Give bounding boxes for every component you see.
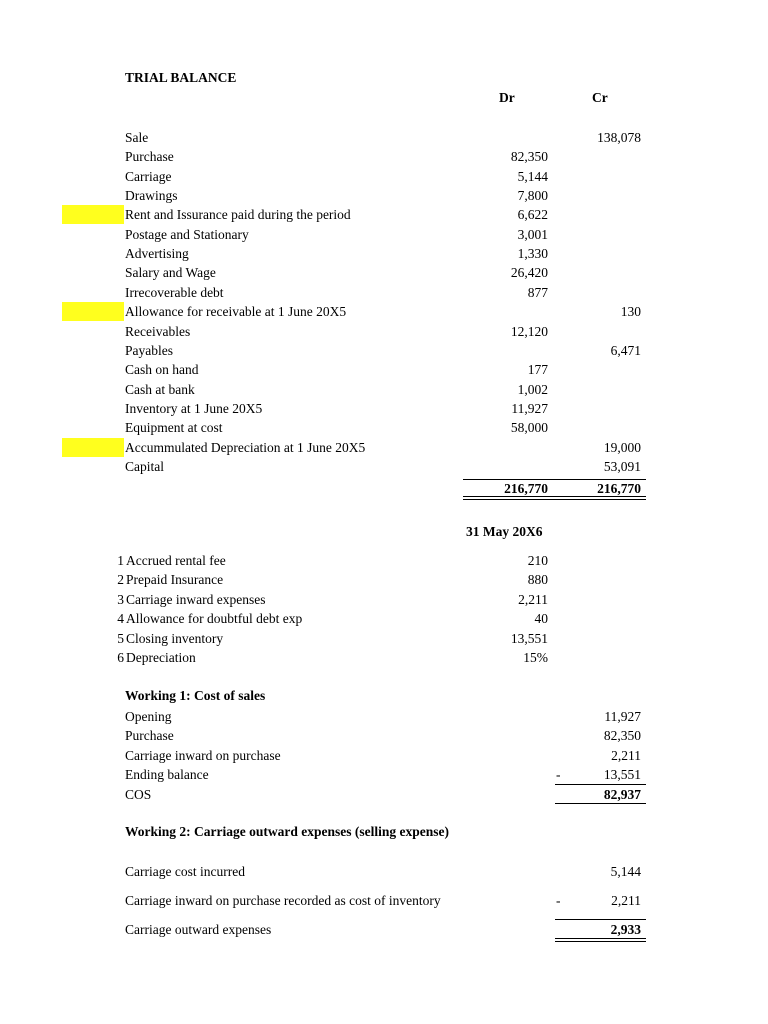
account-label: Receivables xyxy=(125,323,191,339)
working2-total-row xyxy=(0,920,768,939)
dr-amount: 3,001 xyxy=(517,226,548,242)
item-label: Allowance for doubtful debt exp xyxy=(126,611,303,627)
account-label: Sale xyxy=(125,130,149,145)
cr-amount: 53,091 xyxy=(603,458,641,474)
list-item xyxy=(0,551,768,570)
highlight-marker xyxy=(62,302,124,321)
account-label: Drawings xyxy=(125,188,178,204)
line-label: Opening xyxy=(125,709,172,724)
item-label: Closing inventory xyxy=(126,630,224,646)
dr-amount: 6,622 xyxy=(517,207,548,223)
table-row xyxy=(0,418,768,437)
item-number: 1 xyxy=(117,553,124,568)
table-row xyxy=(0,128,768,147)
item-value: 40 xyxy=(534,611,548,627)
table-row xyxy=(0,707,768,726)
line-value: 2,211 xyxy=(611,747,641,763)
item-number: 6 xyxy=(117,650,124,665)
account-label: Advertising xyxy=(125,246,189,262)
account-label: Postage and Stationary xyxy=(125,226,249,242)
line-value: 11,927 xyxy=(604,709,641,724)
table-row xyxy=(0,147,768,166)
account-label: Capital xyxy=(125,458,164,474)
item-label: Prepaid Insurance xyxy=(126,572,224,588)
line-value: 2,211 xyxy=(611,893,641,908)
table-row xyxy=(0,891,768,910)
item-label: Accrued rental fee xyxy=(126,553,226,568)
adjustments-date-header: 31 May 20X6 xyxy=(466,524,543,539)
highlight-marker xyxy=(62,438,124,457)
total-cr: 216,770 xyxy=(597,481,641,496)
table-row xyxy=(0,322,768,341)
table-row xyxy=(0,765,768,784)
dr-amount: 5,144 xyxy=(517,168,548,184)
table-row xyxy=(0,244,768,263)
item-value: 210 xyxy=(527,553,548,568)
dr-amount: 1,330 xyxy=(517,246,548,262)
table-row xyxy=(0,360,768,379)
account-label: Cash on hand xyxy=(125,362,199,378)
item-value: 2,211 xyxy=(518,591,548,607)
account-label: Purchase xyxy=(125,149,174,165)
item-number: 3 xyxy=(117,591,124,607)
account-label: Payables xyxy=(125,342,173,358)
cr-column-header: Cr xyxy=(592,90,608,105)
account-label: Cash at bank xyxy=(125,381,195,397)
table-row xyxy=(0,283,768,302)
dr-amount: 11,927 xyxy=(511,400,548,416)
table-row xyxy=(0,341,768,360)
working1-total-row xyxy=(0,785,768,804)
table-row xyxy=(0,205,768,224)
account-label: Irrecoverable debt xyxy=(125,284,224,300)
line-value: 82,350 xyxy=(603,728,641,744)
table-row xyxy=(0,225,768,244)
account-label: Rent and Issurance paid during the period xyxy=(125,207,351,223)
dr-column-header: Dr xyxy=(499,90,515,105)
dr-amount: 177 xyxy=(527,362,548,378)
working2-title: Working 2: Carriage outward expenses (selling expense) xyxy=(125,824,449,839)
cr-amount: 19,000 xyxy=(603,439,641,455)
account-label: Allowance for receivable at 1 June 20X5 xyxy=(125,304,347,320)
list-item xyxy=(0,609,768,628)
item-value: 880 xyxy=(527,572,548,588)
table-row xyxy=(0,438,768,457)
table-row xyxy=(0,726,768,745)
total-dr: 216,770 xyxy=(504,481,548,496)
working1-total-label: COS xyxy=(125,787,152,802)
account-label: Inventory at 1 June 20X5 xyxy=(125,400,263,416)
working2-total-label: Carriage outward expenses xyxy=(125,922,272,937)
table-row xyxy=(0,186,768,205)
dr-amount: 12,120 xyxy=(510,323,548,339)
table-row xyxy=(0,746,768,765)
list-item xyxy=(0,629,768,648)
line-label: Purchase xyxy=(125,728,174,744)
account-label: Carriage xyxy=(125,168,172,184)
list-item xyxy=(0,570,768,589)
table-row xyxy=(0,263,768,282)
table-row xyxy=(0,167,768,186)
item-label: Depreciation xyxy=(126,650,196,665)
cr-amount: 138,078 xyxy=(597,130,641,145)
line-value: 13,551 xyxy=(603,767,641,783)
item-value: 13,551 xyxy=(510,630,548,646)
working2-total-value: 2,933 xyxy=(610,922,641,937)
item-number: 4 xyxy=(117,611,124,627)
dr-amount: 877 xyxy=(527,284,548,300)
total-double-rule xyxy=(463,496,646,500)
minus-sign: - xyxy=(556,767,561,783)
table-row xyxy=(0,302,768,321)
item-label: Carriage inward expenses xyxy=(126,591,266,607)
table-row xyxy=(0,457,768,476)
item-number: 2 xyxy=(117,572,124,588)
item-value: 15% xyxy=(523,650,548,665)
table-row xyxy=(0,380,768,399)
trial-balance-title: TRIAL BALANCE xyxy=(125,70,237,85)
account-label: Equipment at cost xyxy=(125,420,223,436)
line-label: Ending balance xyxy=(125,767,209,783)
working2-double-rule xyxy=(555,938,646,942)
dr-amount: 58,000 xyxy=(510,420,548,436)
line-label: Carriage inward on purchase recorded as cost of inventory xyxy=(125,893,441,908)
cr-amount: 130 xyxy=(620,304,641,320)
account-label: Salary and Wage xyxy=(125,265,216,281)
list-item xyxy=(0,648,768,667)
dr-amount: 1,002 xyxy=(517,381,548,397)
account-label: Accummulated Depreciation at 1 June 20X5 xyxy=(125,439,366,455)
working1-bottom-rule xyxy=(555,803,646,804)
dr-amount: 26,420 xyxy=(510,265,548,281)
minus-sign: - xyxy=(556,893,561,908)
working1-title: Working 1: Cost of sales xyxy=(125,688,266,703)
cr-amount: 6,471 xyxy=(610,342,641,358)
line-label: Carriage inward on purchase xyxy=(125,747,281,763)
line-label: Carriage cost incurred xyxy=(125,864,245,879)
working1-total-value: 82,937 xyxy=(603,787,641,802)
line-value: 5,144 xyxy=(610,864,641,879)
table-row xyxy=(0,399,768,418)
list-item xyxy=(0,590,768,609)
table-row xyxy=(0,862,768,881)
trial-balance-total-row xyxy=(0,479,768,498)
item-number: 5 xyxy=(117,630,124,646)
highlight-marker xyxy=(62,205,124,224)
dr-amount: 82,350 xyxy=(510,149,548,165)
dr-amount: 7,800 xyxy=(517,188,548,204)
